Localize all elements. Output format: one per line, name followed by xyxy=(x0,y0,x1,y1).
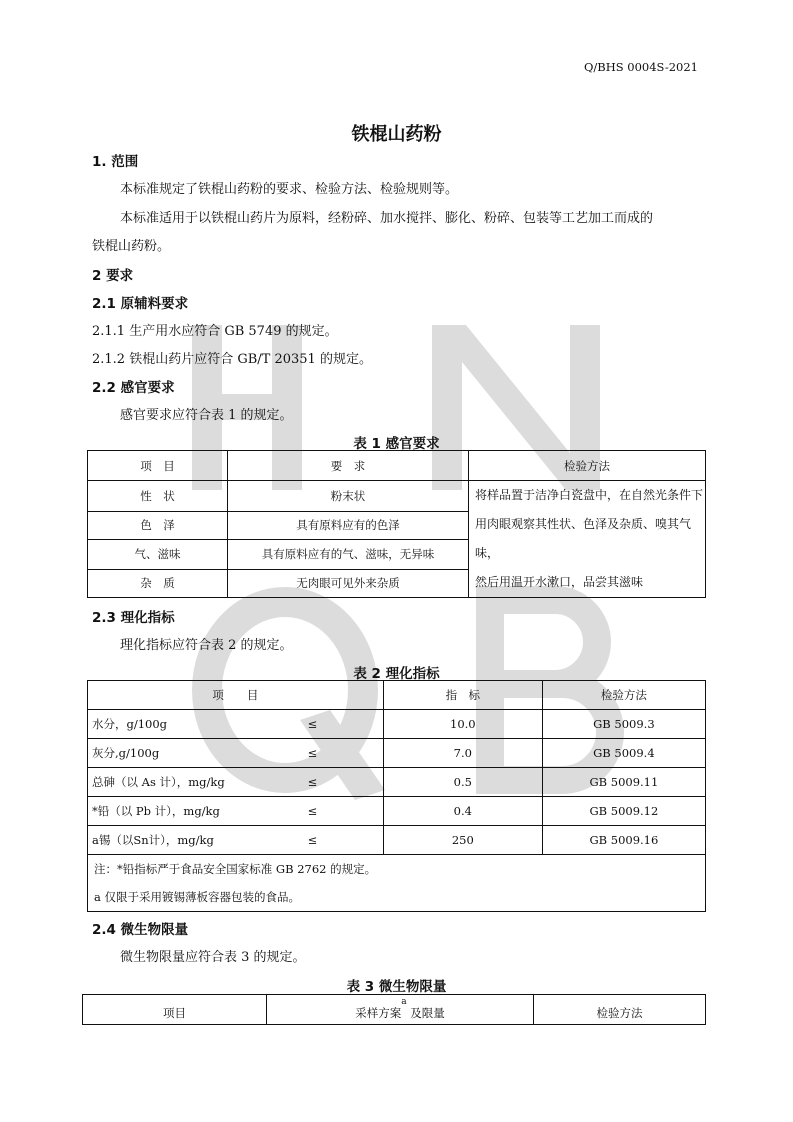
header-text: 采样方案 xyxy=(355,1006,402,1020)
table-cell: ≤ xyxy=(242,739,383,768)
table-cell: *铅（以 Pb 计），mg/kg xyxy=(88,797,243,826)
table-cell: a锡（以Sn计），mg/kg xyxy=(88,826,243,855)
section-heading: 2 要求 xyxy=(92,268,134,284)
section-heading: 2.3 理化指标 xyxy=(92,610,175,626)
method-line: 然后用温开水漱口，品尝其滋味 xyxy=(475,575,644,589)
section-heading: 2.2 感官要求 xyxy=(92,380,175,396)
table-cell: 具有原料应有的色泽 xyxy=(228,511,469,539)
paragraph: 铁棍山药粉。 xyxy=(92,239,171,254)
footnote-mark: a xyxy=(401,997,407,1008)
method-line: 将样品置于洁净白瓷盘中，在自然光条件下 xyxy=(475,488,704,502)
table-cell: 总砷（以 As 计），mg/kg xyxy=(88,768,243,797)
table-cell: 粉末状 xyxy=(228,481,469,512)
method-cell xyxy=(469,481,706,598)
table-header: 要 求 xyxy=(228,451,469,481)
table-row xyxy=(88,710,706,739)
table-cell: 0.5 xyxy=(383,768,542,797)
table-header: 项目 xyxy=(83,995,267,1025)
table-caption: 表 3 微生物限量 xyxy=(346,979,447,995)
paragraph: 本标准适用于以铁棍山药片为原料，经粉碎、加水搅拌、膨化、粉碎、包装等工艺加工而成的 xyxy=(120,211,654,226)
note: a 仅限于采用镀锡薄板容器包装的食品。 xyxy=(94,890,301,904)
table-header xyxy=(267,995,534,1025)
table-header: 项 目 xyxy=(88,681,384,710)
table-cell: 250 xyxy=(383,826,542,855)
method-line: 用肉眼观察其性状、色泽及杂质、嗅其气味， xyxy=(475,517,692,560)
table-cell: 10.0 xyxy=(383,710,542,739)
table-cell: 0.4 xyxy=(383,797,542,826)
table-cell: 性 状 xyxy=(88,481,228,512)
table-row xyxy=(88,797,706,826)
section-heading: 2.1 原辅料要求 xyxy=(92,296,189,312)
sensory-table xyxy=(87,450,706,598)
physicochemical-table xyxy=(87,680,706,912)
table-row xyxy=(88,739,706,768)
table-cell: 气、滋味 xyxy=(88,540,228,570)
page-title: 铁棍山药粉 xyxy=(351,124,442,145)
section-heading: 2.4 微生物限量 xyxy=(92,922,189,938)
table-caption: 表 2 理化指标 xyxy=(353,666,440,682)
header-text: 及限量 xyxy=(410,1006,445,1020)
table-cell: 杂 质 xyxy=(88,569,228,598)
table-cell: GB 5009.11 xyxy=(542,768,705,797)
table-notes xyxy=(88,855,706,912)
table-cell: 7.0 xyxy=(383,739,542,768)
table-cell: GB 5009.3 xyxy=(542,710,705,739)
table-cell: ≤ xyxy=(242,797,383,826)
paragraph: 微生物限量应符合表 3 的规定。 xyxy=(120,950,306,965)
paragraph: 本标准规定了铁棍山药粉的要求、检验方法、检验规则等。 xyxy=(120,182,459,197)
table-row xyxy=(88,826,706,855)
table-cell: 无肉眼可见外来杂质 xyxy=(228,569,469,598)
table-cell: GB 5009.12 xyxy=(542,797,705,826)
table-cell: ≤ xyxy=(242,826,383,855)
table-cell: 灰分,g/100g xyxy=(88,739,243,768)
table-cell: 具有原料应有的气、滋味，无异味 xyxy=(228,540,469,570)
paragraph: 2.1.2 铁棍山药片应符合 GB/T 20351 的规定。 xyxy=(92,352,372,367)
table-cell: GB 5009.16 xyxy=(542,826,705,855)
table-cell: ≤ xyxy=(242,710,383,739)
table-cell: 色 泽 xyxy=(88,511,228,539)
table-cell: ≤ xyxy=(242,768,383,797)
table-header: 检验方法 xyxy=(534,995,706,1025)
note: 注：*铅指标严于食品安全国家标准 GB 2762 的规定。 xyxy=(94,862,377,876)
doc-code: Q/BHS 0004S-2021 xyxy=(583,60,698,74)
paragraph: 感官要求应符合表 1 的规定。 xyxy=(120,408,293,423)
microbial-table xyxy=(82,994,706,1025)
table-cell: GB 5009.4 xyxy=(542,739,705,768)
table-cell: 水分，g/100g xyxy=(88,710,243,739)
table-caption: 表 1 感官要求 xyxy=(353,436,440,452)
section-heading: 1. 范围 xyxy=(92,154,139,170)
table-header: 项 目 xyxy=(88,451,228,481)
table-header: 指 标 xyxy=(383,681,542,710)
table-header: 检验方法 xyxy=(542,681,705,710)
paragraph: 2.1.1 生产用水应符合 GB 5749 的规定。 xyxy=(92,324,338,339)
paragraph: 理化指标应符合表 2 的规定。 xyxy=(120,638,293,653)
table-header: 检验方法 xyxy=(469,451,706,481)
table-row xyxy=(88,768,706,797)
